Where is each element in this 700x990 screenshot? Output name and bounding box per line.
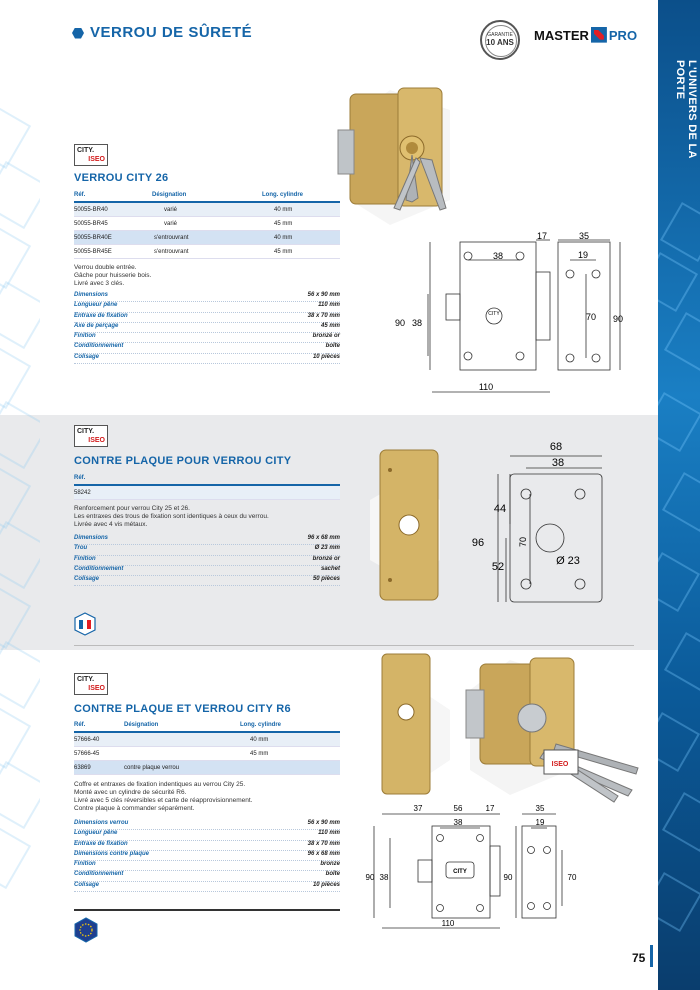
warranty-badge bbox=[480, 20, 520, 60]
lock-outline bbox=[460, 242, 536, 370]
screw-hole bbox=[544, 847, 551, 854]
spec-row bbox=[74, 343, 340, 353]
spec-key: Dimensions verrou bbox=[74, 820, 129, 826]
spec-key: Trou bbox=[74, 545, 88, 552]
dim-90-right: 90 bbox=[503, 873, 513, 882]
dim-70-right: 70 bbox=[567, 873, 577, 882]
brand-iseo: ISEO bbox=[88, 685, 105, 692]
dim-96: 96 bbox=[471, 537, 485, 549]
desc-line: Les entraxes des trous de fixation sont identiques à ceux du verrou. bbox=[74, 513, 269, 520]
table-cell: contre plaque verrou bbox=[124, 761, 240, 775]
spec-row bbox=[74, 576, 340, 586]
dim-90-right: 90 bbox=[612, 314, 624, 324]
dim-90: 90 bbox=[394, 318, 406, 328]
table-cell: 58242 bbox=[74, 485, 340, 500]
spec-key: Finition bbox=[74, 333, 96, 340]
table-header bbox=[74, 720, 340, 732]
side-view bbox=[522, 826, 556, 918]
section3-table bbox=[74, 720, 340, 775]
screw-hole bbox=[437, 835, 444, 842]
plate-hole bbox=[398, 704, 414, 720]
spec-row bbox=[74, 545, 340, 555]
sidebar-label: L'UNIVERS DE LA PORTE bbox=[674, 60, 698, 159]
city-iseo-logo bbox=[74, 673, 108, 695]
screw-hole bbox=[521, 489, 531, 499]
spec-key: Finition bbox=[74, 555, 96, 562]
table-row bbox=[74, 231, 340, 245]
spec-value: 45 mm bbox=[320, 322, 340, 329]
spec-key: Dimensions bbox=[74, 292, 109, 298]
col-ref: Réf. bbox=[74, 473, 340, 485]
table-cell: 40 mm bbox=[240, 732, 340, 747]
spec-value: 10 pièces bbox=[312, 881, 340, 888]
col-designation: Désignation bbox=[124, 720, 240, 732]
desc-line: Monté avec un cylindre de sécurité R6. bbox=[74, 789, 187, 796]
section2-title: CONTRE PLAQUE POUR VERROU CITY bbox=[74, 455, 292, 467]
logo-star-icon bbox=[591, 27, 607, 43]
table-row bbox=[74, 245, 340, 259]
table-cell: 57666-40 bbox=[74, 732, 124, 747]
brand-city: CITY. bbox=[77, 676, 95, 683]
eu-quality-icon bbox=[74, 917, 98, 943]
warranty-badge-line2: 10 ANS bbox=[486, 38, 514, 47]
dim-38-left: 38 bbox=[379, 873, 389, 882]
desc-line: Livré avec 3 clés. bbox=[74, 280, 125, 287]
screw-hole bbox=[592, 270, 600, 278]
table-cell: s'entrouvrant bbox=[152, 245, 262, 259]
table-cell: 40 mm bbox=[262, 202, 340, 217]
logo-master-text: MASTER bbox=[534, 28, 589, 43]
verrou-r6-photo bbox=[360, 650, 640, 805]
left-hex-decoration bbox=[0, 0, 40, 990]
section1-drawing bbox=[388, 228, 638, 398]
page-number: 75 bbox=[632, 951, 646, 965]
table-cell: 50055-BR45E bbox=[74, 245, 152, 259]
section1-title: VERROU CITY 26 bbox=[74, 172, 169, 184]
contre-plaque-photo bbox=[360, 440, 450, 610]
dim-35: 35 bbox=[578, 231, 590, 241]
spec-row bbox=[74, 333, 340, 343]
spec-row bbox=[74, 354, 340, 364]
table-row bbox=[74, 747, 340, 761]
table-row bbox=[74, 217, 340, 231]
screw-hole bbox=[575, 489, 585, 499]
spec-row bbox=[74, 841, 340, 851]
made-in-france-icon bbox=[74, 612, 96, 636]
screw-hole bbox=[566, 354, 574, 362]
dim-38: 38 bbox=[551, 457, 565, 469]
dim-90-left: 90 bbox=[365, 873, 375, 882]
section-end-rule bbox=[74, 909, 340, 911]
warranty-badge-line1: GARANTIE bbox=[487, 32, 513, 38]
section3-description bbox=[74, 781, 252, 813]
dim-70: 70 bbox=[585, 312, 597, 322]
dim-35: 35 bbox=[535, 804, 545, 813]
table-cell: varié bbox=[152, 202, 262, 217]
spec-value: Ø 23 mm bbox=[314, 545, 340, 552]
table-cell bbox=[124, 732, 240, 747]
brand-city: CITY. bbox=[77, 147, 95, 154]
spec-row bbox=[74, 566, 340, 576]
screw-hole bbox=[528, 847, 535, 854]
spec-value: 96 x 68 mm bbox=[307, 535, 340, 541]
screw-hole bbox=[528, 903, 535, 910]
plate bbox=[382, 654, 430, 794]
screw-hole bbox=[521, 579, 531, 589]
spec-row bbox=[74, 861, 340, 871]
table-cell: varié bbox=[152, 217, 262, 231]
spec-key: Entraxe de fixation bbox=[74, 312, 128, 319]
spec-value: 50 pièces bbox=[312, 576, 340, 583]
dim-38: 38 bbox=[492, 251, 504, 261]
spec-value: 110 mm bbox=[318, 830, 340, 837]
spec-key: Entraxe de fixation bbox=[74, 840, 128, 847]
dim-17: 17 bbox=[485, 804, 495, 813]
spec-row bbox=[74, 535, 340, 545]
col-designation: Désignation bbox=[152, 190, 262, 202]
section3-specs bbox=[74, 820, 340, 892]
table-cell: 63869 bbox=[74, 761, 124, 775]
table-cell bbox=[240, 761, 340, 775]
col-cylinder: Long. cylindre bbox=[240, 720, 340, 732]
iseo-card-logo: ISEO bbox=[551, 761, 569, 768]
side-view bbox=[558, 242, 610, 370]
section1-specs bbox=[74, 292, 340, 364]
spec-value: bronzé or bbox=[312, 333, 340, 340]
city-emblem: CITY bbox=[488, 311, 500, 317]
spec-key: Conditionnement bbox=[74, 343, 124, 350]
dim-37: 37 bbox=[413, 804, 423, 813]
dim-110: 110 bbox=[478, 382, 494, 392]
screw-hole bbox=[544, 903, 551, 910]
table-cell: 45 mm bbox=[262, 245, 340, 259]
section3-title: CONTRE PLAQUE ET VERROU CITY R6 bbox=[74, 703, 291, 715]
section2-table bbox=[74, 473, 340, 500]
cylinder bbox=[518, 704, 546, 732]
city-iseo-logo bbox=[74, 425, 108, 447]
dim-110: 110 bbox=[441, 919, 455, 928]
table-row bbox=[74, 485, 340, 500]
desc-line: Livré avec 5 clés réversibles et carte de réapprovisionnement. bbox=[74, 797, 253, 804]
desc-line: Gâche pour huisserie bois. bbox=[74, 272, 152, 279]
plate-hole bbox=[399, 515, 419, 535]
section3-drawing bbox=[362, 800, 592, 932]
table-cell: 50055-BR40E bbox=[74, 231, 152, 245]
screw-hole bbox=[388, 468, 392, 472]
verrou-city26-photo bbox=[320, 80, 480, 230]
spec-key: Longueur pêne bbox=[74, 302, 118, 309]
spec-key: Dimensions contre plaque bbox=[74, 850, 150, 857]
section2-drawing bbox=[468, 438, 618, 610]
screw-hole bbox=[575, 579, 585, 589]
section1-table bbox=[74, 190, 340, 259]
dim-diameter-23: Ø 23 bbox=[556, 555, 580, 567]
table-row bbox=[74, 202, 340, 217]
spec-key: Axe de perçage bbox=[74, 322, 119, 329]
screw-hole bbox=[437, 905, 444, 912]
spec-row bbox=[74, 302, 340, 312]
screw-hole bbox=[477, 905, 484, 912]
table-cell: s'entrouvrant bbox=[152, 231, 262, 245]
screw-hole bbox=[516, 352, 524, 360]
desc-line: Coffre et entraxes de fixation indentiques au verrou City 25. bbox=[74, 781, 246, 788]
lock-bolt bbox=[338, 130, 354, 174]
section2-description bbox=[74, 505, 269, 529]
spec-key: Colisage bbox=[74, 881, 100, 888]
spec-row bbox=[74, 323, 340, 333]
spec-value: bronze bbox=[320, 861, 340, 868]
brand-iseo: ISEO bbox=[88, 156, 105, 163]
lock-bolt bbox=[466, 690, 484, 738]
logo-pro-text: PRO bbox=[608, 28, 638, 43]
page-title bbox=[72, 24, 252, 41]
screw-hole bbox=[566, 270, 574, 278]
spec-row bbox=[74, 851, 340, 861]
col-ref: Réf. bbox=[74, 190, 152, 202]
screw-hole bbox=[477, 835, 484, 842]
spec-row bbox=[74, 871, 340, 881]
spec-key: Dimensions bbox=[74, 535, 109, 541]
spec-value: 56 x 90 mm bbox=[307, 292, 340, 298]
dim-19: 19 bbox=[535, 818, 545, 827]
city-iseo-logo bbox=[74, 144, 108, 166]
spec-value: 10 pièces bbox=[312, 353, 340, 360]
section1-description bbox=[74, 264, 151, 288]
spec-row bbox=[74, 820, 340, 830]
spec-row bbox=[74, 313, 340, 323]
cylinder-core bbox=[406, 142, 418, 154]
brand-iseo: ISEO bbox=[88, 437, 105, 444]
spec-value: 38 x 70 mm bbox=[307, 312, 340, 319]
table-cell: 50055-BR45 bbox=[74, 217, 152, 231]
spec-key: Conditionnement bbox=[74, 871, 124, 878]
desc-line: Verrou double entrée. bbox=[74, 264, 137, 271]
table-cell: 45 mm bbox=[240, 747, 340, 761]
spec-value: sachet bbox=[320, 565, 340, 572]
spec-value: 96 x 68 mm bbox=[307, 850, 340, 857]
table-cell: 40 mm bbox=[262, 231, 340, 245]
screw-hole bbox=[464, 252, 472, 260]
spec-key: Finition bbox=[74, 861, 96, 868]
lock-flange bbox=[536, 272, 550, 340]
spec-value: bronzé or bbox=[312, 555, 340, 562]
spec-value: 38 x 70 mm bbox=[307, 840, 340, 847]
screw-hole bbox=[516, 252, 524, 260]
dim-68: 68 bbox=[549, 441, 563, 453]
spec-value: boîte bbox=[325, 343, 340, 350]
bolt-outline bbox=[446, 294, 460, 320]
bolt-outline bbox=[418, 860, 432, 882]
table-cell bbox=[124, 747, 240, 761]
table-cell: 50055-BR40 bbox=[74, 202, 152, 217]
dim-19: 19 bbox=[577, 250, 589, 260]
sidebar bbox=[658, 0, 700, 990]
table-cell: 45 mm bbox=[262, 217, 340, 231]
masterpro-logo bbox=[534, 28, 637, 45]
hexagon-icon bbox=[72, 28, 84, 39]
spec-key: Colisage bbox=[74, 576, 100, 583]
dim-44: 44 bbox=[493, 503, 507, 515]
spec-value: 110 mm bbox=[318, 302, 340, 309]
brand-city: CITY. bbox=[77, 428, 95, 435]
spec-key: Conditionnement bbox=[74, 565, 124, 572]
screw-hole bbox=[388, 578, 392, 582]
spec-row bbox=[74, 882, 340, 892]
page-title-text: VERROU DE SÛRETÉ bbox=[90, 24, 253, 41]
dim-70: 70 bbox=[518, 536, 528, 548]
dim-38-left: 38 bbox=[411, 318, 423, 328]
city-emblem: CITY bbox=[453, 869, 467, 875]
col-cylinder: Long. cylindre bbox=[262, 190, 340, 202]
hole-outline bbox=[536, 524, 564, 552]
dim-56: 56 bbox=[453, 804, 463, 813]
section2-specs bbox=[74, 535, 340, 586]
spec-value: boîte bbox=[325, 871, 340, 878]
section-divider bbox=[74, 645, 634, 646]
screw-hole bbox=[464, 352, 472, 360]
table-header bbox=[74, 473, 340, 485]
table-row bbox=[74, 761, 340, 775]
spec-row bbox=[74, 292, 340, 302]
desc-line: Renforcement pour verrou City 25 et 26. bbox=[74, 505, 190, 512]
table-row bbox=[74, 732, 340, 747]
table-header bbox=[74, 190, 340, 202]
page-number-bar bbox=[650, 945, 653, 967]
spec-row bbox=[74, 830, 340, 840]
lock-flange bbox=[490, 846, 500, 896]
spec-row bbox=[74, 556, 340, 566]
desc-line: Contre plaque à commander séparément. bbox=[74, 805, 195, 812]
spec-key: Longueur pêne bbox=[74, 830, 118, 837]
spec-key: Colisage bbox=[74, 353, 100, 360]
dim-17: 17 bbox=[536, 231, 548, 241]
col-ref: Réf. bbox=[74, 720, 124, 732]
spec-value: 56 x 90 mm bbox=[307, 820, 340, 826]
screw-hole bbox=[592, 354, 600, 362]
dim-38: 38 bbox=[453, 818, 463, 827]
desc-line: Livrée avec 4 vis métaux. bbox=[74, 521, 148, 528]
table-cell: 57666-45 bbox=[74, 747, 124, 761]
dim-52: 52 bbox=[491, 561, 505, 573]
